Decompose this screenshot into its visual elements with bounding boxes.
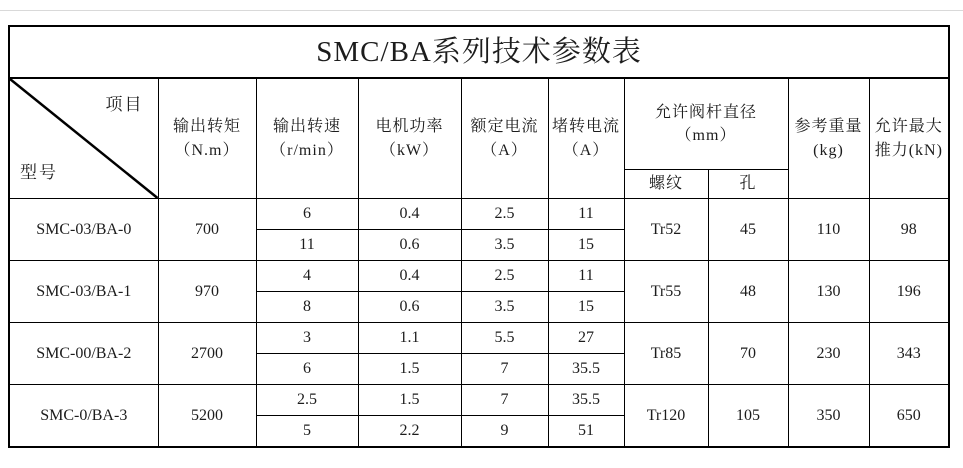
speed-cell: 11 (256, 230, 358, 261)
hole-cell: 48 (708, 261, 788, 323)
top-divider-line (0, 10, 963, 11)
stall-current-cell: 35.5 (548, 354, 624, 385)
speed-cell: 5 (256, 416, 358, 448)
power-cell: 0.6 (358, 292, 461, 323)
hole-cell: 105 (708, 385, 788, 448)
table-row (9, 385, 949, 416)
torque-cell: 970 (158, 261, 256, 323)
torque-cell: 2700 (158, 323, 256, 385)
col-header-hole: 孔 (708, 170, 788, 199)
spec-table (8, 25, 950, 448)
rated-current-cell: 7 (461, 385, 548, 416)
thrust-cell: 196 (869, 261, 949, 323)
header-label: 堵转电流 (551, 118, 620, 136)
rated-current-cell: 9 (461, 416, 548, 448)
table-title: SMC/BA系列技术参数表 (9, 26, 949, 78)
table-row (9, 261, 949, 292)
power-cell: 0.4 (358, 261, 461, 292)
power-cell: 0.6 (358, 230, 461, 261)
speed-cell: 2.5 (256, 385, 358, 416)
speed-cell: 8 (256, 292, 358, 323)
rated-current-cell: 2.5 (461, 261, 548, 292)
torque-cell: 5200 (158, 385, 256, 448)
stall-current-cell: 11 (548, 261, 624, 292)
header-row-main (9, 78, 949, 170)
header-label: 额定电流 (470, 118, 539, 136)
rated-current-cell: 7 (461, 354, 548, 385)
col-header-thread: 螺纹 (624, 170, 708, 199)
corner-cell (9, 78, 158, 199)
header-unit: （A） (481, 141, 528, 159)
header-label: 电机功率 (375, 118, 444, 136)
weight-cell: 230 (788, 323, 869, 385)
stall-current-cell: 35.5 (548, 385, 624, 416)
col-header-speed (256, 78, 358, 199)
corner-item-label: 项目 (105, 95, 144, 114)
header-unit: （N.m） (174, 141, 240, 159)
power-cell: 2.2 (358, 416, 461, 448)
header-unit: （kW） (379, 141, 440, 159)
header-label: 允许阀杆直径 (654, 103, 757, 121)
table-row (9, 199, 949, 230)
power-cell: 0.4 (358, 199, 461, 230)
speed-cell: 6 (256, 354, 358, 385)
header-unit: （r/min） (270, 141, 344, 159)
thrust-cell: 343 (869, 323, 949, 385)
header-unit: （mm） (675, 127, 737, 144)
header-label: 输出转速 (272, 118, 341, 136)
weight-cell: 110 (788, 199, 869, 261)
speed-cell: 3 (256, 323, 358, 354)
thrust-cell: 650 (869, 385, 949, 448)
rated-current-cell: 3.5 (461, 230, 548, 261)
rated-current-cell: 5.5 (461, 323, 548, 354)
corner-model-label: 型号 (20, 163, 58, 183)
header-unit: (kg) (813, 141, 844, 159)
stall-current-cell: 15 (548, 292, 624, 323)
col-header-max-thrust (869, 78, 949, 199)
header-unit: 推力(kN) (874, 141, 943, 159)
thread-cell: Tr85 (624, 323, 708, 385)
col-header-torque (158, 78, 256, 199)
col-header-stall-current (548, 78, 624, 199)
weight-cell: 130 (788, 261, 869, 323)
header-unit: （A） (562, 141, 610, 159)
hole-cell: 45 (708, 199, 788, 261)
header-label: 允许最大 (874, 118, 943, 136)
power-cell: 1.5 (358, 354, 461, 385)
stall-current-cell: 27 (548, 323, 624, 354)
col-header-stem-diameter (624, 78, 788, 170)
power-cell: 1.5 (358, 385, 461, 416)
header-label: 输出转矩 (172, 118, 241, 136)
torque-cell: 700 (158, 199, 256, 261)
hole-cell: 70 (708, 323, 788, 385)
model-cell: SMC-03/BA-0 (9, 199, 158, 261)
model-cell: SMC-0/BA-3 (9, 385, 158, 448)
model-cell: SMC-00/BA-2 (9, 323, 158, 385)
col-header-weight (788, 78, 869, 199)
table-row (9, 323, 949, 354)
weight-cell: 350 (788, 385, 869, 448)
thread-cell: Tr52 (624, 199, 708, 261)
rated-current-cell: 3.5 (461, 292, 548, 323)
speed-cell: 6 (256, 199, 358, 230)
stall-current-cell: 51 (548, 416, 624, 448)
stall-current-cell: 11 (548, 199, 624, 230)
power-cell: 1.1 (358, 323, 461, 354)
thrust-cell: 98 (869, 199, 949, 261)
thread-cell: Tr120 (624, 385, 708, 448)
title-row (9, 26, 949, 78)
stall-current-cell: 15 (548, 230, 624, 261)
speed-cell: 4 (256, 261, 358, 292)
thread-cell: Tr55 (624, 261, 708, 323)
model-cell: SMC-03/BA-1 (9, 261, 158, 323)
header-label: 参考重量 (794, 118, 863, 136)
col-header-rated-current (461, 78, 548, 199)
rated-current-cell: 2.5 (461, 199, 548, 230)
col-header-power (358, 78, 461, 199)
